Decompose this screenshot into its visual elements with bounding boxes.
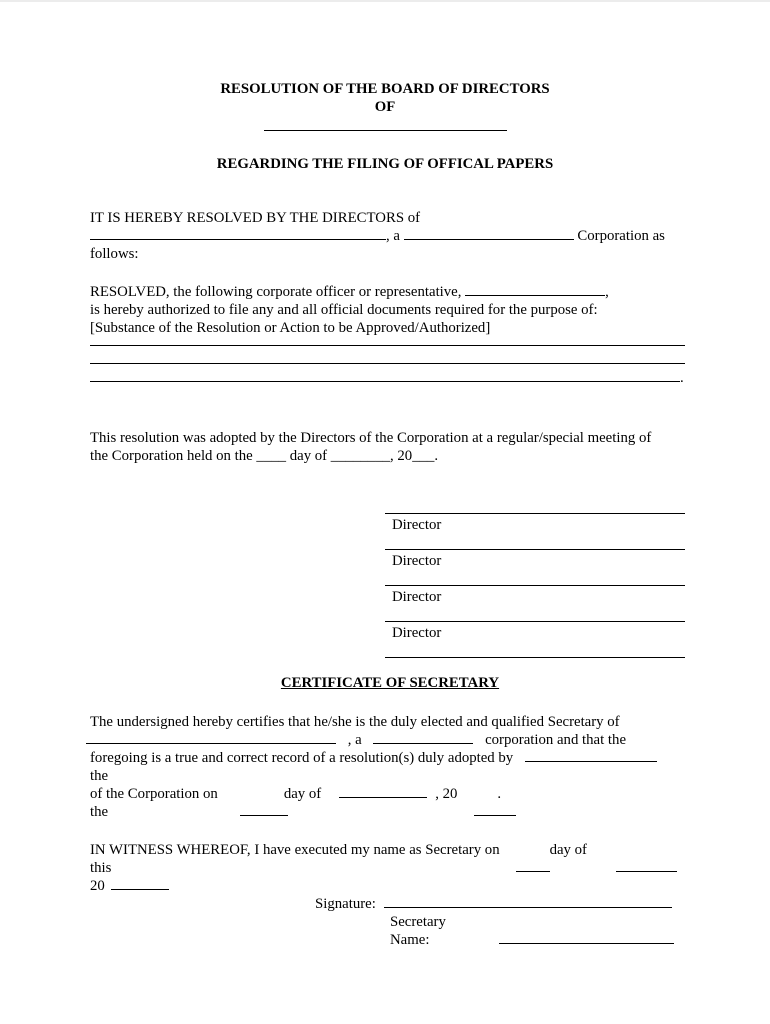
corporation-name-blank [264, 130, 507, 131]
certificate-line-2-text-b: corporation and that the [485, 732, 627, 748]
director-label-2: Director [392, 553, 442, 569]
certificate-title: CERTIFICATE OF SECRETARY [280, 675, 500, 691]
adopted-by-blank [525, 749, 657, 762]
certificate-paragraph [90, 713, 690, 821]
director-signature-entry [385, 621, 685, 657]
director-signature-entry [385, 549, 685, 585]
signature-row [90, 895, 690, 913]
director-signature-block [385, 513, 685, 658]
substance-blank-1 [90, 333, 685, 346]
title-line-2: OF [374, 99, 396, 115]
director-label-1: Director [392, 517, 442, 533]
authorization-line-3: [Substance of the Resolution or Action to be Approved/Authorized] [90, 320, 491, 336]
witness-line-2 [90, 859, 690, 877]
witness-line-1 [90, 841, 690, 859]
witness-clause [90, 841, 690, 949]
certificate-line-3 [90, 749, 690, 767]
state-blank-2 [373, 731, 473, 744]
document-title [0, 80, 770, 116]
certificate-line-2-text-a: , a [347, 732, 362, 748]
authorization-line-1-text: RESOLVED, the following corporate officer or representative, [90, 284, 462, 300]
substance-blank-3 [90, 369, 680, 382]
title-line-1: RESOLUTION OF THE BOARD OF DIRECTORS [220, 81, 550, 97]
adoption-statement [90, 429, 690, 465]
substance-lines [90, 333, 690, 387]
adoption-line-2: the Corporation held on the ____ day of ________, 20___. [90, 448, 439, 464]
authorization-line-2: is hereby authorized to file any and all official documents required for the purpose of: [90, 302, 598, 318]
month-blank-2 [616, 859, 677, 872]
certificate-title-row [90, 674, 690, 692]
secretary-name-blank [499, 931, 674, 944]
authorization-clause [90, 283, 690, 337]
resolved-line-2-text-a: , a [386, 228, 400, 244]
secretary-row [90, 913, 690, 931]
officer-name-blank [465, 283, 605, 296]
secretary-label: Secretary [390, 914, 446, 930]
resolved-line-2 [90, 227, 690, 245]
signature-label: Signature: [315, 896, 376, 912]
director-signature-entry [385, 585, 685, 621]
certificate-line-6 [90, 803, 690, 821]
adoption-line-1: This resolution was adopted by the Directors of the Corporation at a regular/special meeting of [90, 430, 652, 446]
certificate-line-5-text-a: of the Corporation on [90, 786, 218, 802]
certificate-line-5-text-c: , 20 [435, 786, 458, 802]
witness-line-2-text: this [90, 860, 112, 876]
certificate-line-1: The undersigned hereby certifies that he/she is the duly elected and qualified Secretary of [90, 714, 620, 730]
director-signature-entry [385, 513, 685, 549]
certificate-line-5-text-b: day of [283, 786, 322, 802]
name-label: Name: [390, 932, 430, 948]
signature-blank [384, 895, 672, 908]
resolved-clause [90, 209, 690, 263]
authorization-line-1-comma: , [605, 284, 609, 300]
certificate-line-5 [90, 785, 690, 803]
corporation-name-blank-body [90, 227, 386, 240]
witness-line-3-text: 20 [90, 878, 105, 894]
authorization-line-1 [90, 283, 690, 301]
certificate-line-5-period: . [497, 786, 502, 802]
witness-line-1-text-a: IN WITNESS WHEREOF, I have executed my name as Secretary on [90, 842, 500, 858]
state-blank [404, 227, 574, 240]
corporation-name-blank-2 [86, 731, 336, 744]
certificate-line-4: the [90, 768, 109, 784]
year-blank-2 [111, 877, 169, 890]
day-blank-2 [516, 859, 550, 872]
resolved-line-1: IT IS HEREBY RESOLVED BY THE DIRECTORS of [90, 210, 421, 226]
resolved-line-2-text-b: Corporation as [577, 228, 665, 244]
witness-line-1-text-b: day of [549, 842, 587, 858]
day-blank [240, 803, 288, 816]
document-subtitle: REGARDING THE FILING OF OFFICAL PAPERS [216, 156, 554, 172]
substance-blank-2 [90, 351, 685, 364]
name-row [90, 931, 690, 949]
director-label-4: Director [392, 625, 442, 641]
certificate-line-3-text: foregoing is a true and correct record of a resolution(s) duly adopted by [90, 750, 514, 766]
director-label-3: Director [392, 589, 442, 605]
certificate-line-2 [90, 731, 690, 749]
director-signature-line-5 [385, 657, 685, 658]
certificate-line-6-text: the [90, 804, 109, 820]
resolved-line-3: follows: [90, 246, 139, 262]
substance-period: . [680, 370, 684, 386]
month-blank [339, 785, 427, 798]
witness-line-3 [90, 877, 690, 895]
year-blank [474, 803, 516, 816]
